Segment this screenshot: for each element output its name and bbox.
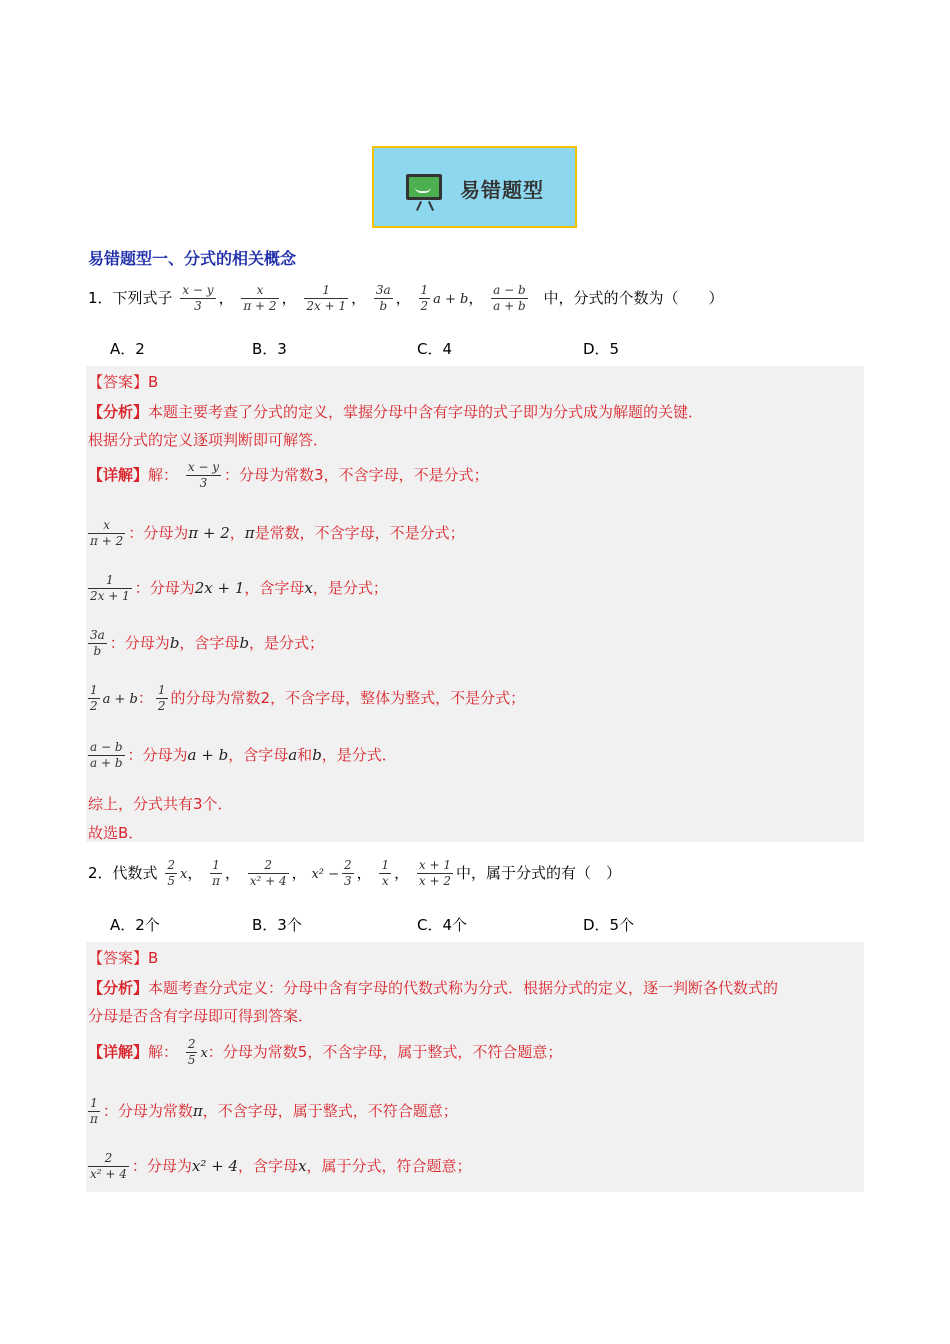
q2-option-a: A．2个 <box>110 916 160 934</box>
summary-1: 综上，分式共有3个． <box>88 795 233 813</box>
q2-option-d: D．5个 <box>583 916 635 934</box>
question-2: 2．代数式 $\frac{2}{5}$ x， $\frac{1}{\pi}$ ， $\frac{2}{\text{x² + 4}}$ ， x² − $\frac{2}{3}$ ， $\frac{1}{x}$ ， $\frac{x + 1}{x + 2}$ 中，属于分式的有（ ） <box>88 858 621 888</box>
detail-1-line-4: $\frac{3a}{b}$ ：分母为b，含字母b，是分式； <box>90 628 325 658</box>
option-d: D．5 <box>583 340 620 358</box>
answer-2: 【答案】B <box>88 949 159 967</box>
blackboard-icon <box>406 174 442 200</box>
option-a: A．2 <box>110 340 145 358</box>
analysis-1-cont: 根据分式的定义逐项判断即可解答． <box>88 431 329 449</box>
detail-2-line-3: $\frac{2}{\text{x² + 4}}$ ：分母为x² + 4，含字母x，属于分式，符合题意； <box>90 1151 472 1181</box>
detail-1-line-3: $\frac{1}{2x + 1}$ ：分母为2x + 1，含字母x，是分式； <box>90 573 388 603</box>
choice-1: 故选B． <box>88 824 144 842</box>
analysis-2-cont: 分母是否含有字母即可得到答案． <box>88 1007 314 1025</box>
option-b: B．3 <box>252 340 287 358</box>
detail-1-line-2: $\frac{x}{\pi + 2}$ ：分母为π + 2，π是常数，不含字母，不是分式； <box>90 518 465 548</box>
section-banner <box>372 146 577 228</box>
section-title: 易错题型一、分式的相关概念 <box>88 249 297 268</box>
detail-1-line-6: $\frac{a - b}{a + b}$ ：分母为a + b，含字母a和b，是分式． <box>90 740 397 770</box>
answer-1: 【答案】B <box>88 373 159 391</box>
detail-1-line-1: 【详解】解： $\frac{x - y}{3}$ ：分母为常数3，不含字母，不是分式； <box>88 460 489 490</box>
q2-option-c: C．4个 <box>417 916 468 934</box>
analysis-1: 【分析】本题主要考查了分式的定义，掌握分母中含有字母的式子即为分式成为解题的关键． <box>88 403 704 421</box>
detail-2-line-1: 【详解】解： $\frac{2}{5}$ x：分母为常数5，不含字母，属于整式，不符合题意； <box>88 1037 563 1067</box>
detail-1-line-5: $\frac{1}{2}$ a + b： $\frac{1}{2}$ 的分母为常数2，不含字母，整体为整式，不是分式； <box>90 683 526 713</box>
question-1: 1．下列式子 $\frac{x - y}{3}$ ， $\frac{x}{\pi + 2}$ ， $\frac{1}{2x + 1}$ ， $\frac{3a}{b}$ ， $\frac{1}{2}$ a + b， $\frac{a - b}{a + b}$ 中，分式的个数为（ ） <box>88 283 724 313</box>
q2-option-b: B．3个 <box>252 916 302 934</box>
analysis-2: 【分析】本题考查分式定义：分母中含有字母的代数式称为分式．根据分式的定义，逐一判断各代数式的 <box>88 979 779 997</box>
option-c: C．4 <box>417 340 453 358</box>
detail-2-line-2: $\frac{1}{\pi}$ ：分母为常数π，不含字母，属于整式，不符合题意； <box>90 1096 458 1126</box>
banner-title: 易错题型 <box>460 178 544 202</box>
